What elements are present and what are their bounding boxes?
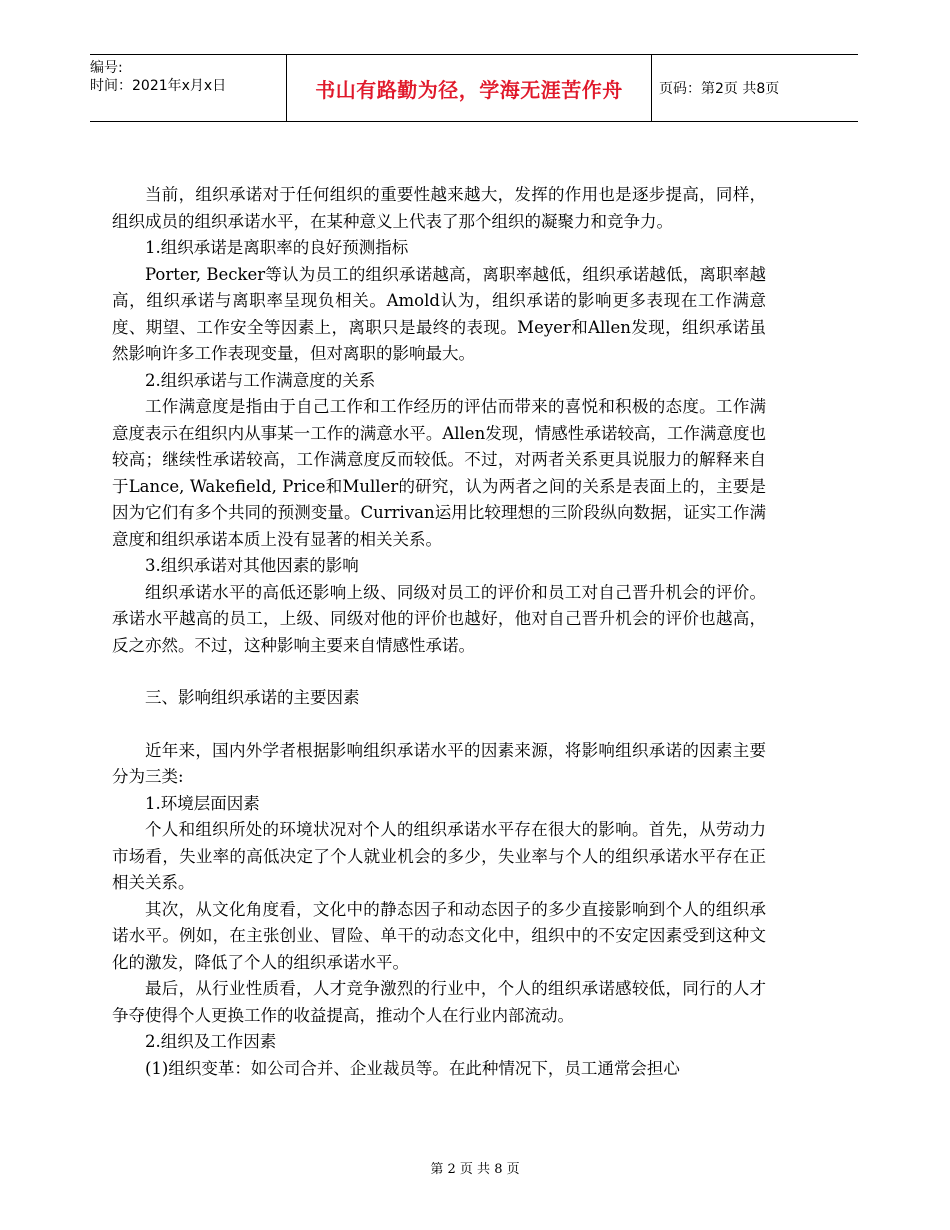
header-page-info: 页码：第2页 共8页 [659, 81, 780, 97]
paragraph-1: Porter, Becker等认为员工的组织承诺越高，离职率越低，组织承诺越低，离职率越高，组织承诺与离职率呈现负相关。Amold认为，组织承诺的影响更多表现在工作满意度、期望、工作安全等因素上，离职只是最终的表现。Meyer和Allen发现，组织承诺虽然影响许多工作表现变量，但对离职的影响最大。 [112, 264, 766, 363]
subheading-1: 1.组织承诺是离职率的良好预测指标 [145, 238, 409, 257]
number-label: 编号: [90, 60, 123, 76]
page-footer: 第 2 页 共 8 页 [430, 1162, 520, 1177]
subheading-3: 3.组织承诺对其他因素的影响 [145, 556, 359, 575]
time-label: 时间：2021年x月x日 [90, 78, 227, 94]
subheading-2: 2.组织承诺与工作满意度的关系 [145, 370, 376, 390]
paragraph-2: 工作满意度是指由于自己工作和工作经历的评估而带来的喜悦和积极的态度。工作满意度表示在组织内从事某一工作的满意水平。Allen发现，情感性承诺较高，工作满意度也较高；继续性承诺较高，工作满意度反而较低。不过，对两者关系更具说服力的解释来自于Lance, Wakefield, Price和Muller的研究，认为两者之间的关系是表面上的，主要是因为它们有多个共同的预测变量。Currivan运用比较理想的三阶段纵向数据，证实工作满意度和组织承诺本质上没有显著的相关关系。 [112, 397, 766, 549]
subheading-4: 1.环境层面因素 [145, 793, 260, 813]
paragraph-7: 最后，从行业性质看，人才竞争激烈的行业中，个人的组织承诺感较低，同行的人才争夺使得个人更换工作的收益提高，推动个人在行业内部流动。 [112, 979, 766, 1025]
section-heading: 三、影响组织承诺的主要因素 [145, 688, 360, 707]
document-body [112, 182, 766, 1082]
header-motto: 书山有路勤为径，学海无涯苦作舟 [286, 55, 652, 121]
paragraph-5: 个人和组织所处的环境状况对个人的组织承诺水平存在很大的影响。首先，从劳动力市场看，失业率的高低决定了个人就业机会的多少，失业率与个人的组织承诺水平存在正相关关系。 [112, 820, 766, 892]
paragraph-intro: 当前，组织承诺对于任何组织的重要性越来越大，发挥的作用也是逐步提高，同样，组织成员的组织承诺水平，在某种意义上代表了那个组织的凝聚力和竞争力。 [112, 185, 766, 231]
paragraph-4: 近年来，国内外学者根据影响组织承诺水平的因素来源，将影响组织承诺的因素主要分为三类: [112, 740, 766, 786]
page-header [90, 54, 858, 122]
paragraph-3: 组织承诺水平的高低还影响上级、同级对员工的评价和员工对自己晋升机会的评价。承诺水平越高的员工，上级、同级对他的评价也越好，他对自己晋升机会的评价也越高，反之亦然。不过，这种影响主要来自情感性承诺。 [112, 582, 766, 655]
subheading-5: 2.组织及工作因素 [145, 1032, 277, 1051]
paragraph-8: (1)组织变革：如公司合并、企业裁员等。在此种情况下，员工通常会担心 [145, 1058, 680, 1078]
header-meta [90, 55, 286, 125]
paragraph-6: 其次，从文化角度看，文化中的静态因子和动态因子的多少直接影响到个人的组织承诺水平。例如，在主张创业、冒险、单干的动态文化中，组织中的不安定因素受到这种文化的激发，降低了个人的组织承诺水平。 [112, 899, 766, 972]
